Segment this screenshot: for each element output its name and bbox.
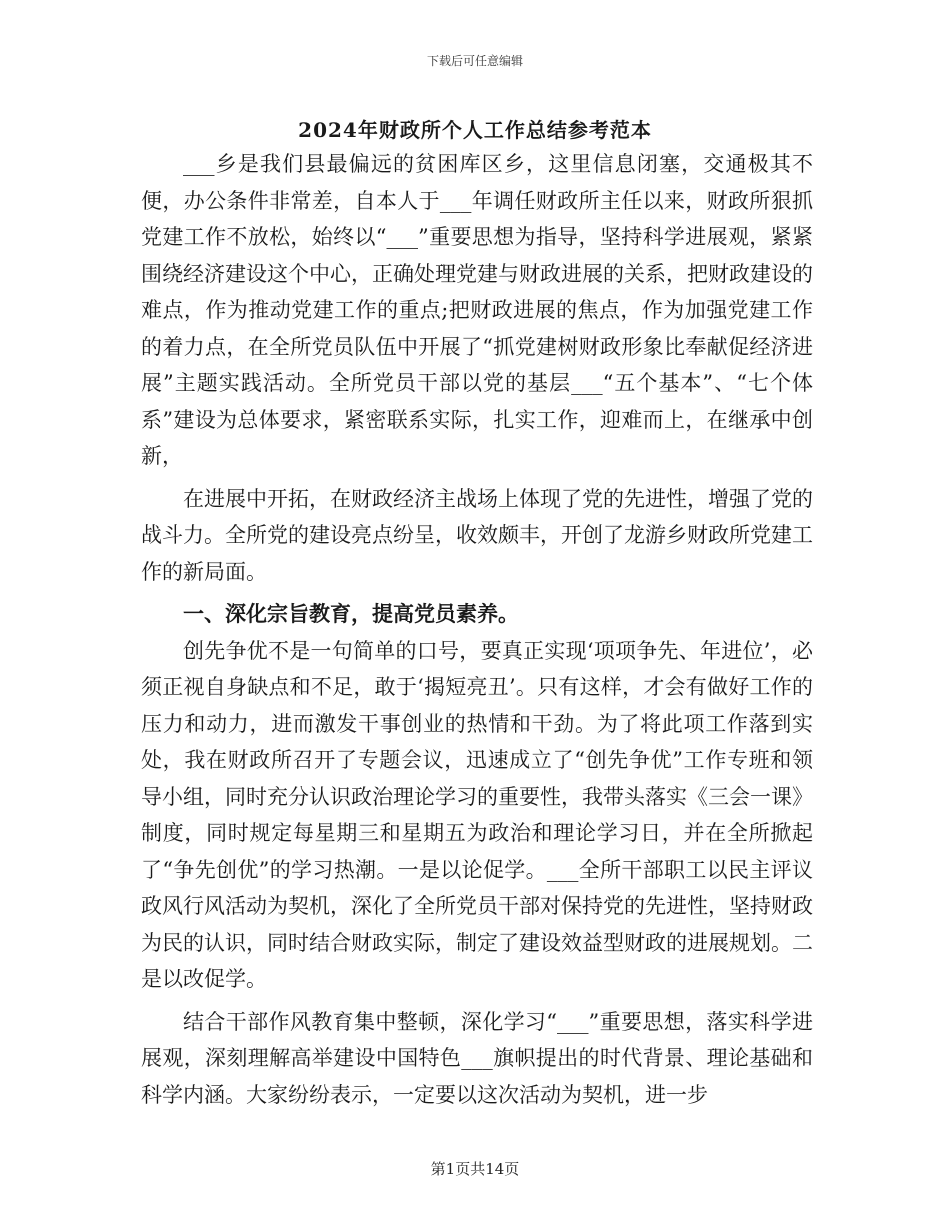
- paragraph: 创先争优不是一句简单的口号，要真正实现‘项项争先、年进位’，必须正视自身缺点和不足，敢于‘揭短亮丑’。只有这样，才会有做好工作的压力和动力，进而激发干事创业的热情和干劲。为了将此项工作落到实处，我在财政所召开了专题会议，迅速成立了“创先争优”工作专班和领导小组，同时充分认识政治理论学习的重要性，我带头落实《三会一课》制度，同时规定每星期三和星期五为政治和理论学习日，并在全所掀起了“争先创优”的学习热潮。一是以论促学。___全所干部职工以民主评议政风行风活动为契机，深化了全所党员干部对保持党的先进性，坚持财政为民的认识，同时结合财政实际，制定了建设效益型财政的进展规划。二是以改促学。: [141, 638, 813, 991]
- paragraph: ___乡是我们县最偏远的贫困库区乡，这里信息闭塞，交通极其不便，办公条件非常差，自本人于___年调任财政所主任以来，财政所狠抓党建工作不放松，始终以“___”重要思想为指导，坚持科学进展观，紧紧围绕经济建设这个中心，正确处理党建与财政进展的关系，把财政建设的难点，作为推动党建工作的重点;把财政进展的焦点，作为加强党建工作的着力点，在全所党员队伍中开展了“抓党建树财政形象比奉献促经济进展”主题实践活动。全所党员干部以党的基层___“五个基本”、“七个体系”建设为总体要求，紧密联系实际，扎实工作，迎难而上，在继承中创新，: [141, 152, 813, 468]
- paragraph: 在进展中开拓，在财政经济主战场上体现了党的先进性，增强了党的战斗力。全所党的建设亮点纷呈，收效颇丰，开创了龙游乡财政所党建工作的新局面。: [141, 486, 813, 584]
- page-number: 第1页共14页: [430, 1160, 520, 1178]
- header-note: 下载后可任意编辑: [426, 54, 523, 68]
- document-title: 2024年财政所个人工作总结参考范本: [298, 118, 652, 142]
- section-heading: 一、深化宗旨教育，提高党员素养。: [183, 601, 519, 626]
- paragraph: 结合干部作风教育集中整顿，深化学习“___”重要思想，落实科学进展观，深刻理解高举建设中国特色___旗帜提出的时代背景、理论基础和科学内涵。大家纷纷表示，一定要以这次活动为契机，进一步: [141, 1009, 813, 1107]
- document-body: [141, 146, 813, 1113]
